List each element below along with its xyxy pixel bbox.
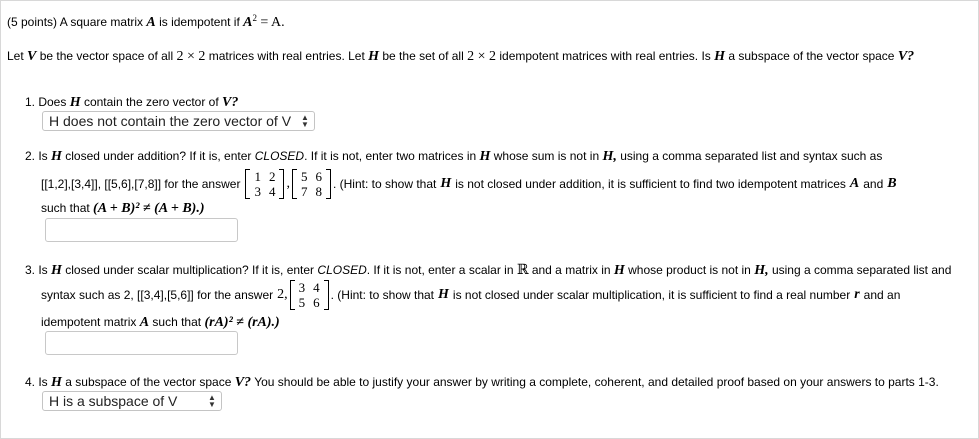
q1-prompt — [25, 95, 238, 111]
intro-text-6: a subspace of the vector space — [728, 49, 895, 63]
matrix-comma: , — [286, 176, 290, 191]
q3-text-2: . If it is not, enter a scalar in — [366, 263, 514, 277]
q3-text-3: and a matrix in — [531, 263, 611, 277]
q2-hint-2: is not closed under addition, it is sufficient to find two idempotent matrices — [455, 177, 846, 191]
var-h: H — [51, 375, 62, 390]
matrix-bracket — [279, 169, 284, 199]
q3-line-3 — [41, 315, 280, 331]
var-a: A — [139, 315, 150, 330]
points-text: (5 points) A square matrix — [7, 15, 144, 29]
q3-hint-1: . (Hint: to show that — [330, 288, 435, 302]
intro-text-2: be the vector space of all — [39, 49, 174, 63]
q3-text-4: whose product is not in — [628, 263, 751, 277]
var-h: H, — [754, 263, 769, 278]
q3-and-an: and an — [863, 288, 901, 302]
matrix-bracket — [324, 280, 329, 310]
var-v: V — [27, 49, 37, 64]
q4-text-2: You should be able to justify your answer by writing a complete, coherent, and detailed proof based on your answers to parts 1-3. — [254, 375, 939, 389]
var-v: V? — [222, 95, 239, 110]
q3-text-1: closed under scalar multiplication? If it is, enter — [65, 263, 315, 277]
matrix-bracket — [245, 169, 250, 199]
q1-selected-value: H does not contain the zero vector of V — [49, 113, 292, 129]
q4-selected-value: H is a subspace of V — [49, 393, 178, 409]
q4-text-1: a subspace of the vector space — [65, 375, 232, 389]
q3-condition-formula: (rA)² ≠ (rA).) — [204, 315, 280, 330]
var-h: H, — [602, 149, 617, 164]
q2-line-2 — [41, 168, 897, 200]
q3-example-syntax: syntax such as 2, [[3,4],[5,6]] for the answer — [41, 288, 274, 302]
q4-label: 4. Is — [25, 375, 48, 389]
var-h: H — [479, 149, 491, 164]
var-v-b: V? — [897, 49, 915, 64]
q3-line-1 — [25, 262, 951, 279]
q1-text: contain the zero vector of — [83, 95, 219, 109]
var-h: H — [613, 263, 625, 278]
idempotent-text: is idempotent if — [159, 15, 240, 29]
var-r: r — [854, 287, 860, 302]
matrix-entry: 2 — [268, 169, 276, 184]
var-h: H — [69, 95, 81, 110]
matrix-entry: 8 — [315, 184, 322, 199]
q2-answer-input[interactable] — [45, 218, 238, 242]
var-h: H — [440, 176, 452, 191]
q1-answer-select[interactable] — [42, 111, 315, 131]
matrix-entry: 1 — [254, 169, 261, 184]
matrix-3-4-5-6 — [290, 280, 329, 310]
q2-label: 2. Is — [25, 149, 48, 163]
matrix-1-2-3-4 — [245, 169, 284, 199]
q2-line-1 — [25, 149, 882, 165]
var-b: B — [887, 176, 897, 191]
matrix-entry: 6 — [315, 169, 322, 184]
matrix-entry: 5 — [300, 169, 308, 184]
matrix-entry: 3 — [298, 280, 306, 295]
problem-header — [7, 13, 285, 31]
closed-keyword: CLOSED — [317, 263, 367, 277]
q3-label: 3. Is — [25, 263, 48, 277]
formula-base: A — [243, 15, 253, 30]
var-h: H — [51, 149, 62, 164]
intro-text-3: matrices with real entries. Let — [208, 49, 365, 63]
var-h: H — [368, 49, 380, 64]
q3-such-that: such that — [152, 315, 202, 329]
intro-text-1: Let — [7, 49, 24, 63]
matrix-bracket — [326, 169, 331, 199]
q2-such-that: such that — [41, 201, 90, 215]
matrix-entry: 4 — [313, 280, 320, 295]
q2-line-3 — [41, 201, 205, 217]
matrix-entry: 7 — [300, 184, 308, 199]
q2-text-4: using a comma separated list and syntax such as — [620, 149, 883, 163]
matrix-bracket — [290, 280, 295, 310]
q2-hint-1: . (Hint: to show that — [332, 177, 437, 191]
q4-answer-select[interactable] — [42, 391, 222, 411]
var-h-b: H — [714, 49, 726, 64]
var-a: A — [146, 15, 156, 30]
q2-and: and — [863, 177, 884, 191]
dim-2x2: 2 × 2 — [176, 49, 206, 64]
q2-condition-formula: (A + B)² ≠ (A + B).) — [93, 201, 205, 216]
matrix-entry: 6 — [313, 295, 320, 310]
intro-text-5: idempotent matrices with real entries. Is — [499, 49, 711, 63]
closed-keyword: CLOSED — [254, 149, 305, 163]
var-h: H — [51, 263, 62, 278]
q2-example-syntax: [[1,2],[3,4]], [[5,6],[7,8]] for the answer — [41, 177, 241, 191]
dim-2x2-b: 2 × 2 — [467, 49, 497, 64]
q3-hint-2: is not closed under scalar multiplication, it is sufficient to find a real number — [452, 288, 851, 302]
var-a: A — [849, 176, 860, 191]
formula-exp: 2 — [252, 13, 257, 23]
formula-rest: = A. — [260, 15, 285, 30]
q3-line-2 — [41, 278, 900, 312]
matrix-entry: 3 — [254, 184, 261, 199]
q3-text-5: using a comma separated list and — [771, 263, 952, 277]
reals-symbol: ℝ — [516, 263, 529, 278]
q3-answer-input[interactable] — [45, 331, 238, 355]
updown-caret-icon: ▲ ▼ — [208, 393, 216, 409]
updown-caret-icon: ▲ ▼ — [301, 113, 309, 129]
var-v: V? — [234, 375, 252, 390]
intro-text-4: be the set of all — [382, 49, 464, 63]
matrix-5-6-7-8 — [292, 169, 331, 199]
q2-text-1: closed under addition? If it is, enter — [65, 149, 252, 163]
matrix-bracket — [292, 169, 297, 199]
var-h: H — [438, 287, 449, 302]
q4-line-1 — [25, 375, 939, 391]
q3-idempotent-matrix: idempotent matrix — [41, 315, 137, 329]
q2-text-2: . If it is not, enter two matrices in — [304, 149, 477, 163]
matrix-entry: 5 — [298, 295, 306, 310]
q1-label: 1. Does — [25, 95, 67, 109]
scalar-two: 2, — [277, 287, 288, 302]
matrix-entry: 4 — [268, 184, 276, 199]
intro-line — [7, 49, 914, 65]
q2-text-3: whose sum is not in — [493, 149, 600, 163]
